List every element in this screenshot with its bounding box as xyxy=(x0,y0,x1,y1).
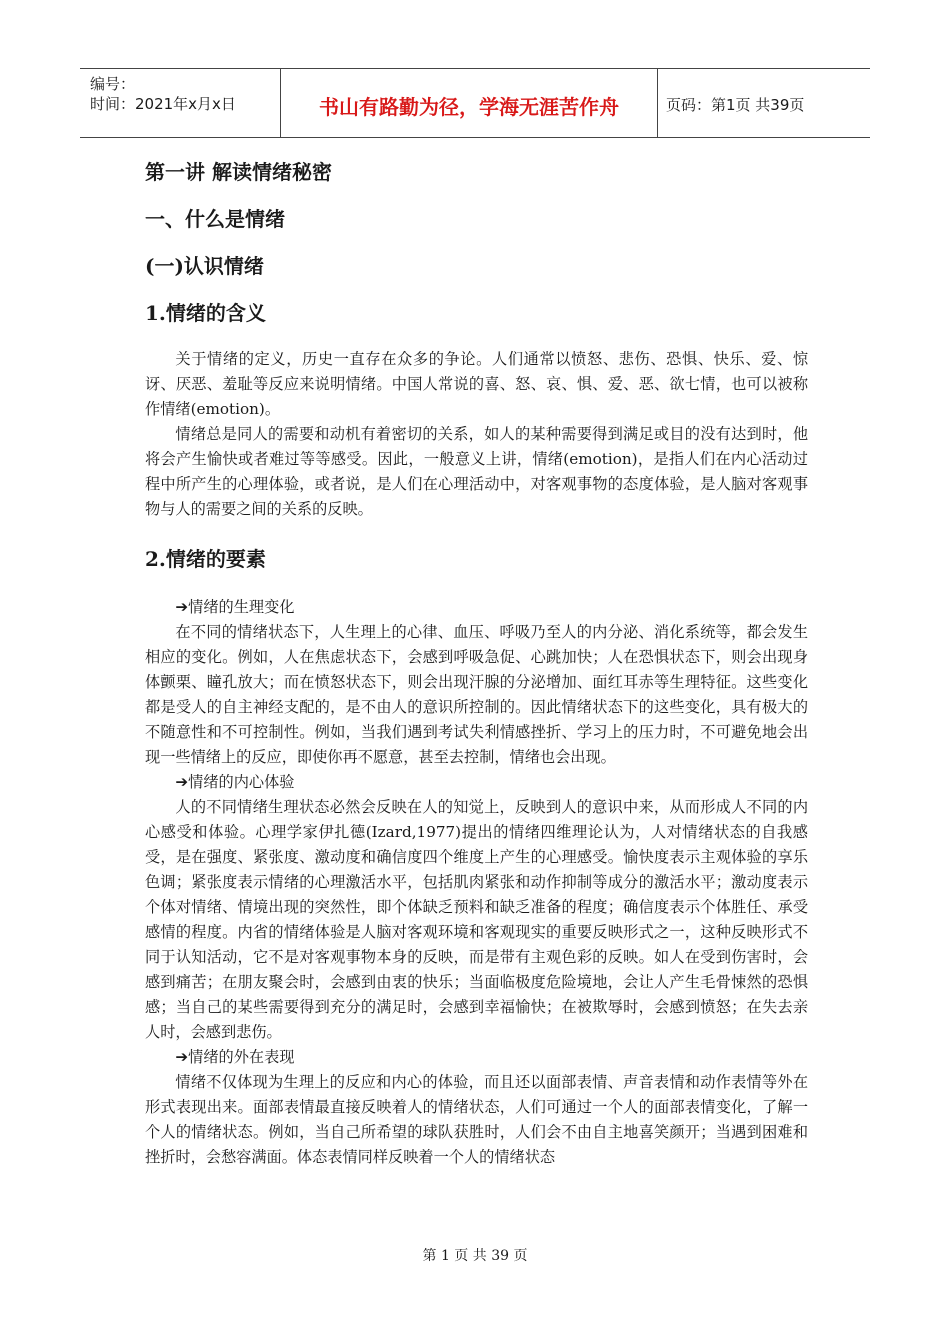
arrow-right-icon: ➔ xyxy=(175,773,189,791)
paragraph-5: 情绪不仅体现为生理上的反应和内心的体验，而且还以面部表情、声音表情和动作表情等外在形式表现出来。面部表情最直接反映着人的情绪状态，人们可通过一个人的面部表情变化，了解一个人的情绪状态。例如，当自己所希望的球队获胜时，人们会不由自主地喜笑颜开；当遇到困难和挫折时，会愁容满面。体态表情同样反映着一个人的情绪状态 xyxy=(145,1073,808,1166)
arrow-right-icon: ➔ xyxy=(175,598,189,616)
header-left-cell xyxy=(80,69,281,137)
page-info: 页码：第1页 共39页 xyxy=(666,96,805,114)
subhead-external-expression xyxy=(145,1045,808,1070)
lecture-title: 第一讲 解读情绪秘密 xyxy=(145,160,332,184)
topic-heading-1: 1.情绪的含义 xyxy=(145,301,266,325)
page-footer: 第 1 页 共 39 页 xyxy=(422,1248,528,1264)
header-right-cell xyxy=(658,69,870,137)
subhead-inner-experience xyxy=(145,770,808,795)
header-motto-cell xyxy=(281,69,658,137)
document-header xyxy=(80,68,870,138)
paragraph-1: 关于情绪的定义，历史一直存在众多的争论。人们通常以愤怒、悲伤、恐惧、快乐、爱、惊讶、厌恶、羞耻等反应来说明情绪。中国人常说的喜、怒、哀、惧、爱、恶、欲七情，也可以被称作情绪(emotion)。 xyxy=(145,350,808,418)
subhead-label: 情绪的外在表现 xyxy=(188,1048,295,1066)
paragraph-4: 人的不同情绪生理状态必然会反映在人的知觉上，反映到人的意识中来，从而形成人不同的内心感受和体验。心理学家伊扎德(Izard,1977)提出的情绪四维理论认为，人对情绪状态的自我感受，是在强度、紧张度、激动度和确信度四个维度上产生的心理感受。愉快度表示主观体验的享乐色调；紧张度表示情绪的心理激活水平，包括肌肉紧张和动作抑制等成分的激活水平；激动度表示个体对情绪、情境出现的突然性，即个体缺乏预料和缺乏准备的程度；确信度表示个体胜任、承受感情的程度。内省的情绪体验是人脑对客观环境和客观现实的重要反映形式之一，这种反映形式不同于认知活动，它不是对客观事物本身的反映，而是带有主观色彩的反映。如人在受到伤害时，会感到痛苦；在朋友聚会时，会感到由衷的快乐；当面临极度危险境地，会让人产生毛骨悚然的恐惧感；当自己的某些需要得到充分的满足时，会感到幸福愉快；在被欺辱时，会感到愤怒；在失去亲人时，会感到悲伤。 xyxy=(145,798,808,1041)
paragraph-3: 在不同的情绪状态下，人生理上的心律、血压、呼吸乃至人的内分泌、消化系统等，都会发生相应的变化。例如，人在焦虑状态下，会感到呼吸急促、心跳加快；人在恐惧状态下，则会出现身体颤栗、瞳孔放大；而在愤怒状态下，则会出现汗腺的分泌增加、面红耳赤等生理特征。这些变化都是受人的自主神经支配的，是不由人的意识所控制的。因此情绪状态下的这些变化，具有极大的不随意性和不可控制性。例如，当我们遇到考试失利情感挫折、学习上的压力时，不可避免地会出现一些情绪上的反应，即使你再不愿意，甚至去控制，情绪也会出现。 xyxy=(145,623,808,766)
subhead-label: 情绪的生理变化 xyxy=(188,598,295,616)
motto-text: 书山有路勤为径，学海无涯苦作舟 xyxy=(319,95,619,119)
arrow-right-icon: ➔ xyxy=(175,1048,189,1066)
topic-heading-2: 2.情绪的要素 xyxy=(145,547,266,571)
subhead-physiological xyxy=(145,595,808,620)
section-heading: 一、什么是情绪 xyxy=(145,207,285,231)
serial-number-label: 编号： xyxy=(90,75,136,93)
date-label: 时间：2021年x月x日 xyxy=(90,95,236,113)
subsection-heading: (一)认识情绪 xyxy=(145,254,264,278)
subhead-label: 情绪的内心体验 xyxy=(188,773,295,791)
document-body xyxy=(145,150,808,1170)
paragraph-2: 情绪总是同人的需要和动机有着密切的关系，如人的某种需要得到满足或目的没有达到时，他将会产生愉快或者难过等等感受。因此，一般意义上讲，情绪(emotion)，是指人们在内心活动过程中所产生的心理体验，或者说，是人们在心理活动中，对客观事物的态度体验，是人脑对客观事物与人的需要之间的关系的反映。 xyxy=(145,425,808,518)
